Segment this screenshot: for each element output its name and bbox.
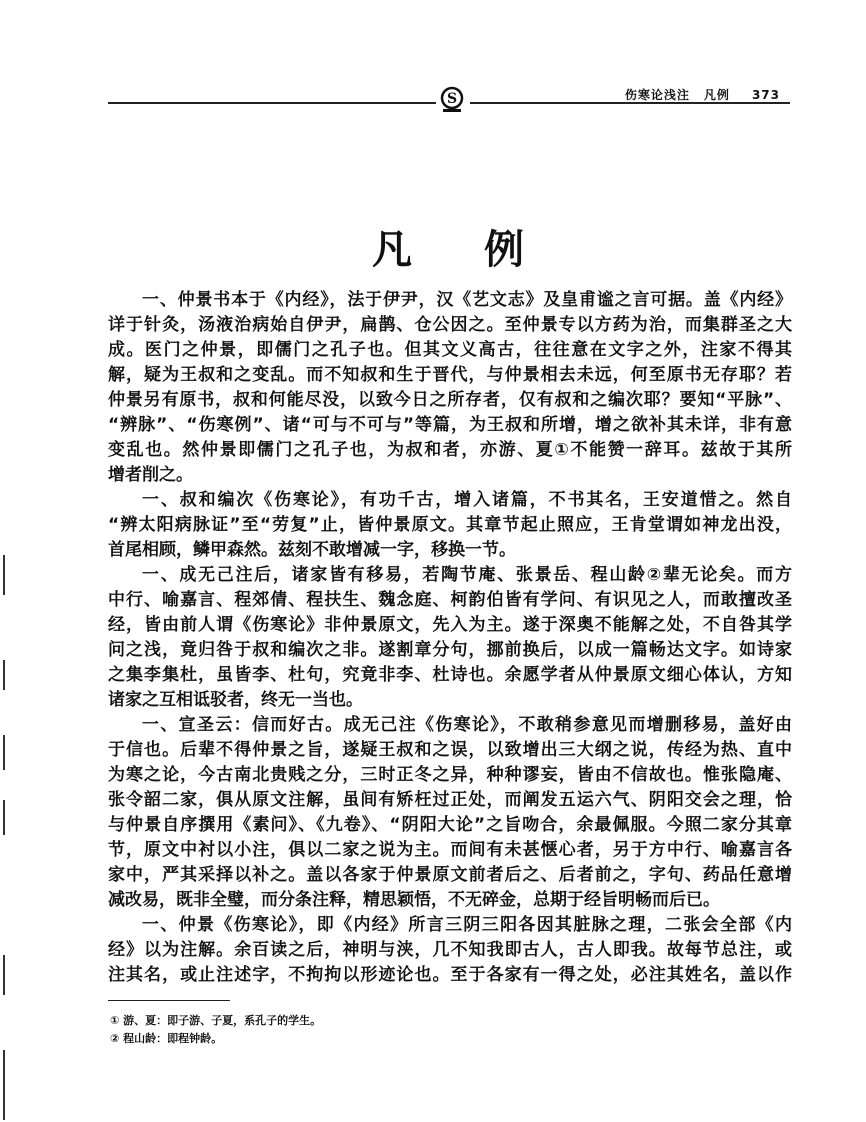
text-line: 一、叔和编次《伤寒论》，有功千古，增入诸篇，不书其名，王安道惜之。然自: [142, 490, 792, 510]
text-line: 增者削之。: [108, 465, 193, 485]
header-rule-left: [108, 102, 436, 104]
text-line: 问之浅，竟归咎于叔和编次之非。遂割章分句，挪前换后，以成一篇畅达文字。如诗家: [108, 640, 792, 660]
text-line: 注其名，或止注述字，不拘拘以形迹论也。至于各家有一得之处，必注其姓名，盖以作: [108, 965, 792, 985]
section-name: 凡例: [703, 88, 730, 102]
logo-letter: S: [446, 91, 458, 107]
text-line: 仲景另有原书，叔和何能尽没，以致今日之所存者，仅有叔和之编次耶？要知“平脉”、: [108, 390, 792, 410]
text-line: 张令韶二家，俱从原文注解，虽间有矫枉过正处，而阐发五运六气、阴阳交会之理，恰: [108, 790, 792, 810]
footnote-rule: [108, 1000, 230, 1001]
text-line: 于信也。后辈不得仲景之旨，遂疑王叔和之误，以致增出三大纲之说，传经为热、直中: [108, 740, 792, 760]
footnote-1: ① 游、夏：即子游、子夏，系孔子的学生。: [110, 1014, 322, 1027]
scan-artifact: [3, 555, 5, 595]
paragraph: [108, 288, 792, 488]
page-title-char-1: 凡: [372, 226, 412, 273]
text-line: 一、仲景《伤寒论》，即《内经》所言三阴三阳各因其脏脉之理，二张会全部《内: [142, 915, 792, 935]
text-line: 一、成无己注后，诸家皆有移易，若陶节庵、张景岳、程山龄②辈无论矣。而方: [142, 565, 792, 585]
text-line: 首尾相顾，鳞甲森然。兹刻不敢增减一字，移换一节。: [108, 540, 516, 560]
paragraph: [108, 913, 792, 988]
text-line: “辨太阳病脉证”至“劳复”止，皆仲景原文。其章节起止照应，王肯堂谓如神龙出没，: [108, 515, 792, 535]
text-line: 与仲景自序撰用《素问》、《九卷》、“阴阳大论”之旨吻合，余最佩服。今照二家分其章: [108, 815, 792, 835]
text-line: 中行、喻嘉言、程郊倩、程扶生、魏念庭、柯韵伯皆有学问、有识见之人，而敢擅改圣: [108, 590, 792, 610]
text-line: 为寒之论，今古南北贵贱之分，三时正冬之异，种种谬妄，皆由不信故也。惟张隐庵、: [108, 765, 792, 785]
text-line: 解，疑为王叔和之变乱。而不知叔和生于晋代，与仲景相去未远，何至原书无存耶？若: [108, 365, 792, 385]
text-line: 之集李集杜，虽皆李、杜句，究竟非李、杜诗也。余愿学者从仲景原文细心体认，方知: [108, 665, 792, 685]
text-line: “辨脉”、“伤寒例”、诸“可与不可与”等篇，为王叔和所增，增之欲补其未详，非有意: [108, 415, 792, 435]
text-line: 家中，严其采择以补之。盖以各家于仲景原文前者后之、后者前之，字句、药品任意增: [108, 865, 792, 885]
paragraph: [108, 488, 792, 563]
text-line: 变乱也。然仲景即儒门之孔子也，为叔和者，亦游、夏①不能赞一辞耳。兹故于其所: [108, 440, 792, 460]
page-title-char-2: 例: [484, 226, 524, 273]
text-line: 诸家之互相诋驳者，终无一当也。: [108, 690, 363, 710]
text-line: 减改易，既非全璧，而分条注释，精思颖悟，不无碎金，总期于经旨明畅而后已。: [108, 890, 720, 910]
text-line: 一、宣圣云：信而好古。成无己注《伤寒论》，不敢稍参意见而增删移易，盖好由: [142, 715, 792, 735]
text-line: 经》以为注解。余百读之后，神明与浃，几不知我即古人，古人即我。故每节总注，或: [108, 940, 792, 960]
paragraph: [108, 563, 792, 713]
scan-artifact: [3, 955, 5, 995]
text-line: 经，皆由前人谓《伤寒论》非仲景原文，先入为主。遂于深奥不能解之处，不自咎其学: [108, 615, 792, 635]
book-title: 伤寒论浅注: [624, 88, 690, 102]
publisher-emblem-icon: [437, 86, 467, 114]
scan-artifact: [3, 800, 5, 835]
scan-artifact: [3, 660, 5, 690]
running-header: [611, 86, 780, 103]
scan-artifact: [3, 735, 5, 770]
body-text: [108, 288, 792, 988]
paragraph: [108, 713, 792, 913]
text-line: 成。医门之仲景，即儒门之孔子也。但其文义高古，往往意在文字之外，注家不得其: [108, 340, 792, 360]
footnote-2: ② 程山龄：即程钟龄。: [110, 1032, 223, 1045]
scan-artifact: [3, 1050, 5, 1120]
text-line: 详于针灸，汤液治病始自伊尹，扁鹊、仓公因之。至仲景专以方药为治，而集群圣之大: [108, 315, 792, 335]
text-line: 节，原文中衬以小注，俱以二家之说为主。而间有未甚惬心者，另于方中行、喻嘉言各: [108, 840, 792, 860]
page-number: 373: [751, 88, 780, 102]
text-line: 一、仲景书本于《内经》，法于伊尹，汉《艺文志》及皇甫谧之言可据。盖《内经》: [142, 290, 792, 310]
